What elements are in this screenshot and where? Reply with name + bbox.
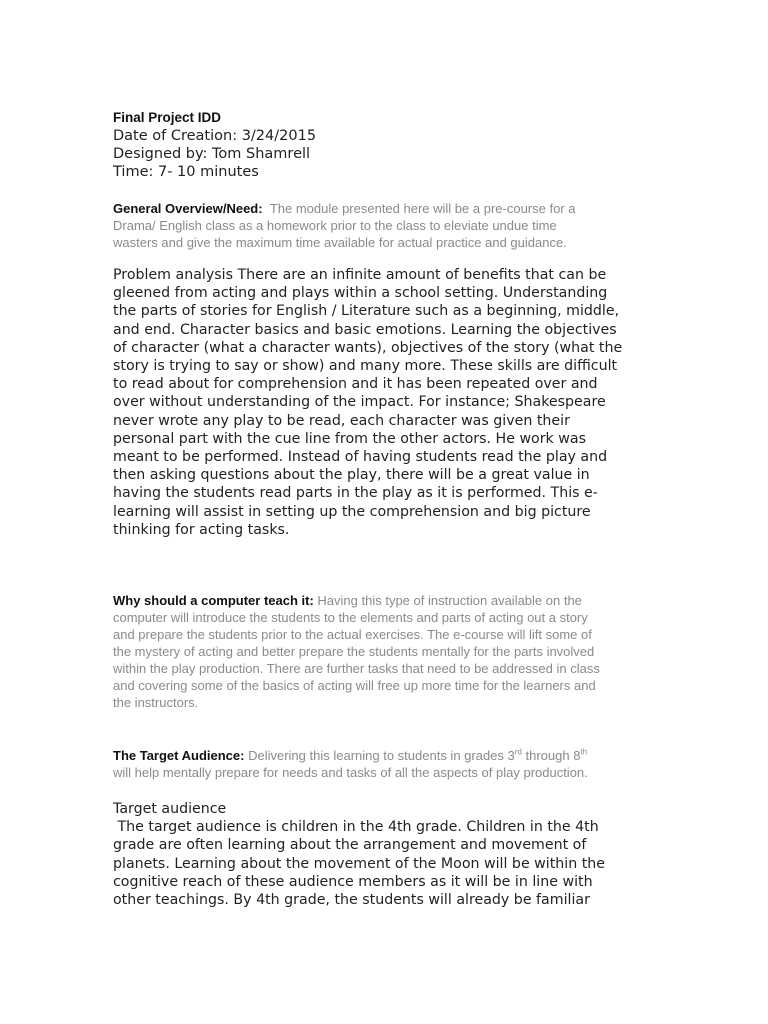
paragraph-line: grade are often learning about the arrangement and movement of	[113, 837, 587, 854]
target-audience-heading: The Target Audience:	[113, 748, 245, 763]
paragraph-line: then asking questions about the play, there will be a great value in	[113, 467, 590, 484]
time-line: Time: 7- 10 minutes	[113, 164, 259, 180]
paragraph-line: thinking for acting tasks.	[113, 521, 290, 538]
paragraph-line: other teachings. By 4th grade, the students will already be familiar	[113, 892, 590, 909]
paragraph-line: meant to be performed. Instead of having students read the play and	[113, 449, 608, 466]
target-audience-body	[113, 800, 658, 909]
paragraph-line: and prepare the students prior to the actual exercises. The e-course will lift some of	[113, 627, 592, 642]
paragraph-line: gleened from acting and plays within a school setting. Understanding	[113, 285, 608, 302]
paragraph-line: the mystery of acting and better prepare the students mentally for the parts involved	[113, 644, 595, 659]
paragraph-line: and covering some of the basics of acting will free up more time for the learners and	[113, 678, 596, 693]
paragraph-line: having the students read parts in the play as it is performed. This e-	[113, 485, 598, 502]
why-computer-section	[113, 592, 658, 711]
paragraph-line: personal part with the cue line from the other actors. He work was	[113, 430, 586, 447]
paragraph-text: through 8	[521, 748, 581, 763]
paragraph-line: wasters and give the maximum time available for actual practice and guidance.	[113, 235, 567, 250]
paragraph-line: to read about for comprehension and it has been repeated over and	[113, 376, 598, 393]
paragraph-line: over without understanding of the impact. For instance; Shakespeare	[113, 394, 606, 411]
paragraph-line: the instructors.	[113, 695, 199, 710]
paragraph-line: within the play production. There are further tasks that need to be addressed in class	[113, 661, 600, 676]
paragraph-line: of character (what a character wants), objectives of the story (what the	[113, 339, 623, 356]
superscript: rd	[514, 747, 522, 757]
paragraph-line: story is trying to say or show) and many more. These skills are difficult	[113, 358, 618, 375]
why-computer-heading: Why should a computer teach it:	[113, 593, 314, 608]
paragraph-line: The module presented here will be a pre-course for a	[269, 201, 576, 216]
designer-line: Designed by: Tom Shamrell	[113, 146, 311, 162]
target-audience-section	[113, 747, 658, 781]
paragraph-line: will help mentally prepare for needs and tasks of all the aspects of play production.	[113, 765, 588, 780]
paragraph-line: cognitive reach of these audience members as it will be in line with	[113, 873, 593, 890]
document-header	[113, 109, 658, 181]
paragraph-line: The target audience is children in the 4th grade. Children in the 4th	[113, 819, 599, 836]
general-overview-section	[113, 200, 658, 251]
paragraph-text: Delivering this learning to students in grades 3	[248, 748, 515, 763]
general-overview-heading: General Overview/Need:	[113, 201, 263, 216]
superscript: th	[580, 747, 588, 757]
paragraph-line: computer will introduce the students to the elements and parts of acting out a story	[113, 610, 588, 625]
paragraph-line: Drama/ English class as a homework prior to the class to eleviate undue time	[113, 218, 557, 233]
problem-analysis-section	[113, 266, 658, 539]
date-of-creation: Date of Creation: 3/24/2015	[113, 128, 317, 144]
paragraph-line: Problem analysis There are an infinite amount of benefits that can be	[113, 267, 607, 283]
paragraph-line: planets. Learning about the movement of the Moon will be within the	[113, 855, 606, 872]
paragraph-line: never wrote any play to be read, each character was given their	[113, 412, 570, 429]
target-audience-label: Target audience	[113, 801, 227, 817]
paragraph-line: the parts of stories for English / Literature such as a beginning, middle,	[113, 303, 620, 320]
paragraph-line: learning will assist in setting up the comprehension and big picture	[113, 503, 591, 520]
paragraph-line: Having this type of instruction available on the	[317, 593, 582, 608]
document-title: Final Project IDD	[113, 110, 222, 125]
paragraph-line: and end. Character basics and basic emotions. Learning the objectives	[113, 321, 617, 338]
